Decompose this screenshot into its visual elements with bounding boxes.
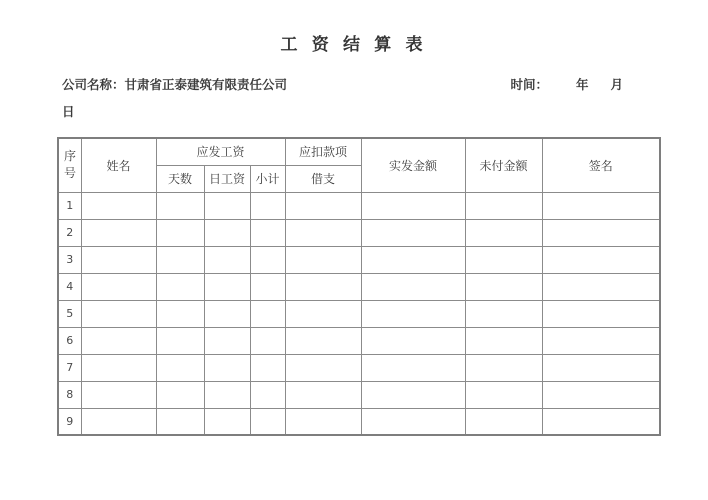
cell-days bbox=[156, 192, 204, 219]
row-number: 1 bbox=[58, 192, 81, 219]
cell-advance bbox=[285, 354, 361, 381]
row-number: 2 bbox=[58, 219, 81, 246]
cell-signature bbox=[542, 408, 660, 435]
row-number: 4 bbox=[58, 273, 81, 300]
cell-signature bbox=[542, 381, 660, 408]
header-days: 天数 bbox=[156, 165, 204, 192]
cell-name bbox=[81, 300, 156, 327]
cell-unpaid-amount bbox=[465, 381, 542, 408]
row-number: 8 bbox=[58, 381, 81, 408]
cell-unpaid-amount bbox=[465, 273, 542, 300]
row-number: 9 bbox=[58, 408, 81, 435]
cell-subtotal bbox=[250, 408, 285, 435]
cell-subtotal bbox=[250, 300, 285, 327]
table-row bbox=[58, 354, 660, 381]
table-row bbox=[58, 246, 660, 273]
time-fields bbox=[510, 75, 659, 93]
day-label: 日 bbox=[62, 105, 75, 119]
cell-name bbox=[81, 327, 156, 354]
table-row bbox=[58, 408, 660, 435]
company-label: 公司名称： bbox=[62, 78, 125, 92]
table-row bbox=[58, 273, 660, 300]
company-value: 甘肃省正泰建筑有限责任公司 bbox=[124, 78, 288, 92]
cell-subtotal bbox=[250, 381, 285, 408]
cell-name bbox=[81, 408, 156, 435]
cell-signature bbox=[542, 219, 660, 246]
cell-net-amount bbox=[361, 327, 465, 354]
header-subtotal: 小计 bbox=[250, 165, 285, 192]
cell-signature bbox=[542, 246, 660, 273]
form-info bbox=[57, 75, 659, 120]
cell-days bbox=[156, 300, 204, 327]
header-net-amount: 实发金额 bbox=[361, 138, 465, 192]
cell-name bbox=[81, 273, 156, 300]
cell-days bbox=[156, 408, 204, 435]
row-number: 5 bbox=[58, 300, 81, 327]
cell-name bbox=[81, 354, 156, 381]
cell-days bbox=[156, 219, 204, 246]
cell-subtotal bbox=[250, 327, 285, 354]
header-deduction-group: 应扣款项 bbox=[285, 138, 361, 165]
header-serial: 序号 bbox=[58, 138, 81, 192]
cell-net-amount bbox=[361, 273, 465, 300]
row-number: 7 bbox=[58, 354, 81, 381]
cell-subtotal bbox=[250, 192, 285, 219]
year-label: 年 bbox=[575, 78, 589, 92]
header-payable-group: 应发工资 bbox=[156, 138, 285, 165]
cell-net-amount bbox=[361, 300, 465, 327]
cell-signature bbox=[542, 300, 660, 327]
cell-daily-wage bbox=[204, 219, 250, 246]
header-daily-wage: 日工资 bbox=[204, 165, 250, 192]
table-row bbox=[58, 219, 660, 246]
header-signature: 签名 bbox=[542, 138, 660, 192]
table-row bbox=[58, 192, 660, 219]
cell-daily-wage bbox=[204, 354, 250, 381]
cell-net-amount bbox=[361, 354, 465, 381]
cell-days bbox=[156, 381, 204, 408]
page-title: 工 资 结 算 表 bbox=[280, 35, 428, 54]
cell-unpaid-amount bbox=[465, 192, 542, 219]
cell-net-amount bbox=[361, 219, 465, 246]
table-row bbox=[58, 300, 660, 327]
row-number: 6 bbox=[58, 327, 81, 354]
cell-advance bbox=[285, 192, 361, 219]
wage-table bbox=[57, 137, 661, 436]
cell-name bbox=[81, 219, 156, 246]
cell-net-amount bbox=[361, 381, 465, 408]
header-unpaid-amount: 未付金额 bbox=[465, 138, 542, 192]
cell-signature bbox=[542, 327, 660, 354]
cell-daily-wage bbox=[204, 192, 250, 219]
cell-daily-wage bbox=[204, 327, 250, 354]
cell-advance bbox=[285, 219, 361, 246]
cell-unpaid-amount bbox=[465, 246, 542, 273]
cell-advance bbox=[285, 300, 361, 327]
cell-advance bbox=[285, 246, 361, 273]
cell-days bbox=[156, 327, 204, 354]
cell-days bbox=[156, 354, 204, 381]
cell-daily-wage bbox=[204, 300, 250, 327]
cell-daily-wage bbox=[204, 381, 250, 408]
cell-daily-wage bbox=[204, 273, 250, 300]
table-row bbox=[58, 381, 660, 408]
header-advance: 借支 bbox=[285, 165, 361, 192]
cell-days bbox=[156, 273, 204, 300]
cell-days bbox=[156, 246, 204, 273]
cell-name bbox=[81, 381, 156, 408]
cell-net-amount bbox=[361, 246, 465, 273]
cell-daily-wage bbox=[204, 408, 250, 435]
cell-net-amount bbox=[361, 408, 465, 435]
cell-unpaid-amount bbox=[465, 408, 542, 435]
cell-signature bbox=[542, 354, 660, 381]
cell-subtotal bbox=[250, 246, 285, 273]
cell-signature bbox=[542, 273, 660, 300]
cell-unpaid-amount bbox=[465, 354, 542, 381]
company-name bbox=[62, 75, 287, 93]
cell-advance bbox=[285, 408, 361, 435]
cell-unpaid-amount bbox=[465, 219, 542, 246]
cell-advance bbox=[285, 327, 361, 354]
cell-net-amount bbox=[361, 192, 465, 219]
cell-subtotal bbox=[250, 219, 285, 246]
header-row-groups bbox=[58, 138, 660, 165]
cell-daily-wage bbox=[204, 246, 250, 273]
cell-unpaid-amount bbox=[465, 327, 542, 354]
time-label: 时间： bbox=[510, 78, 548, 92]
info-line bbox=[57, 75, 659, 93]
cell-name bbox=[81, 246, 156, 273]
cell-name bbox=[81, 192, 156, 219]
cell-unpaid-amount bbox=[465, 300, 542, 327]
cell-subtotal bbox=[250, 354, 285, 381]
table-row bbox=[58, 327, 660, 354]
month-label: 月 bbox=[610, 78, 623, 92]
cell-advance bbox=[285, 273, 361, 300]
cell-advance bbox=[285, 381, 361, 408]
cell-subtotal bbox=[250, 273, 285, 300]
cell-signature bbox=[542, 192, 660, 219]
header-name: 姓名 bbox=[81, 138, 156, 192]
row-number: 3 bbox=[58, 246, 81, 273]
